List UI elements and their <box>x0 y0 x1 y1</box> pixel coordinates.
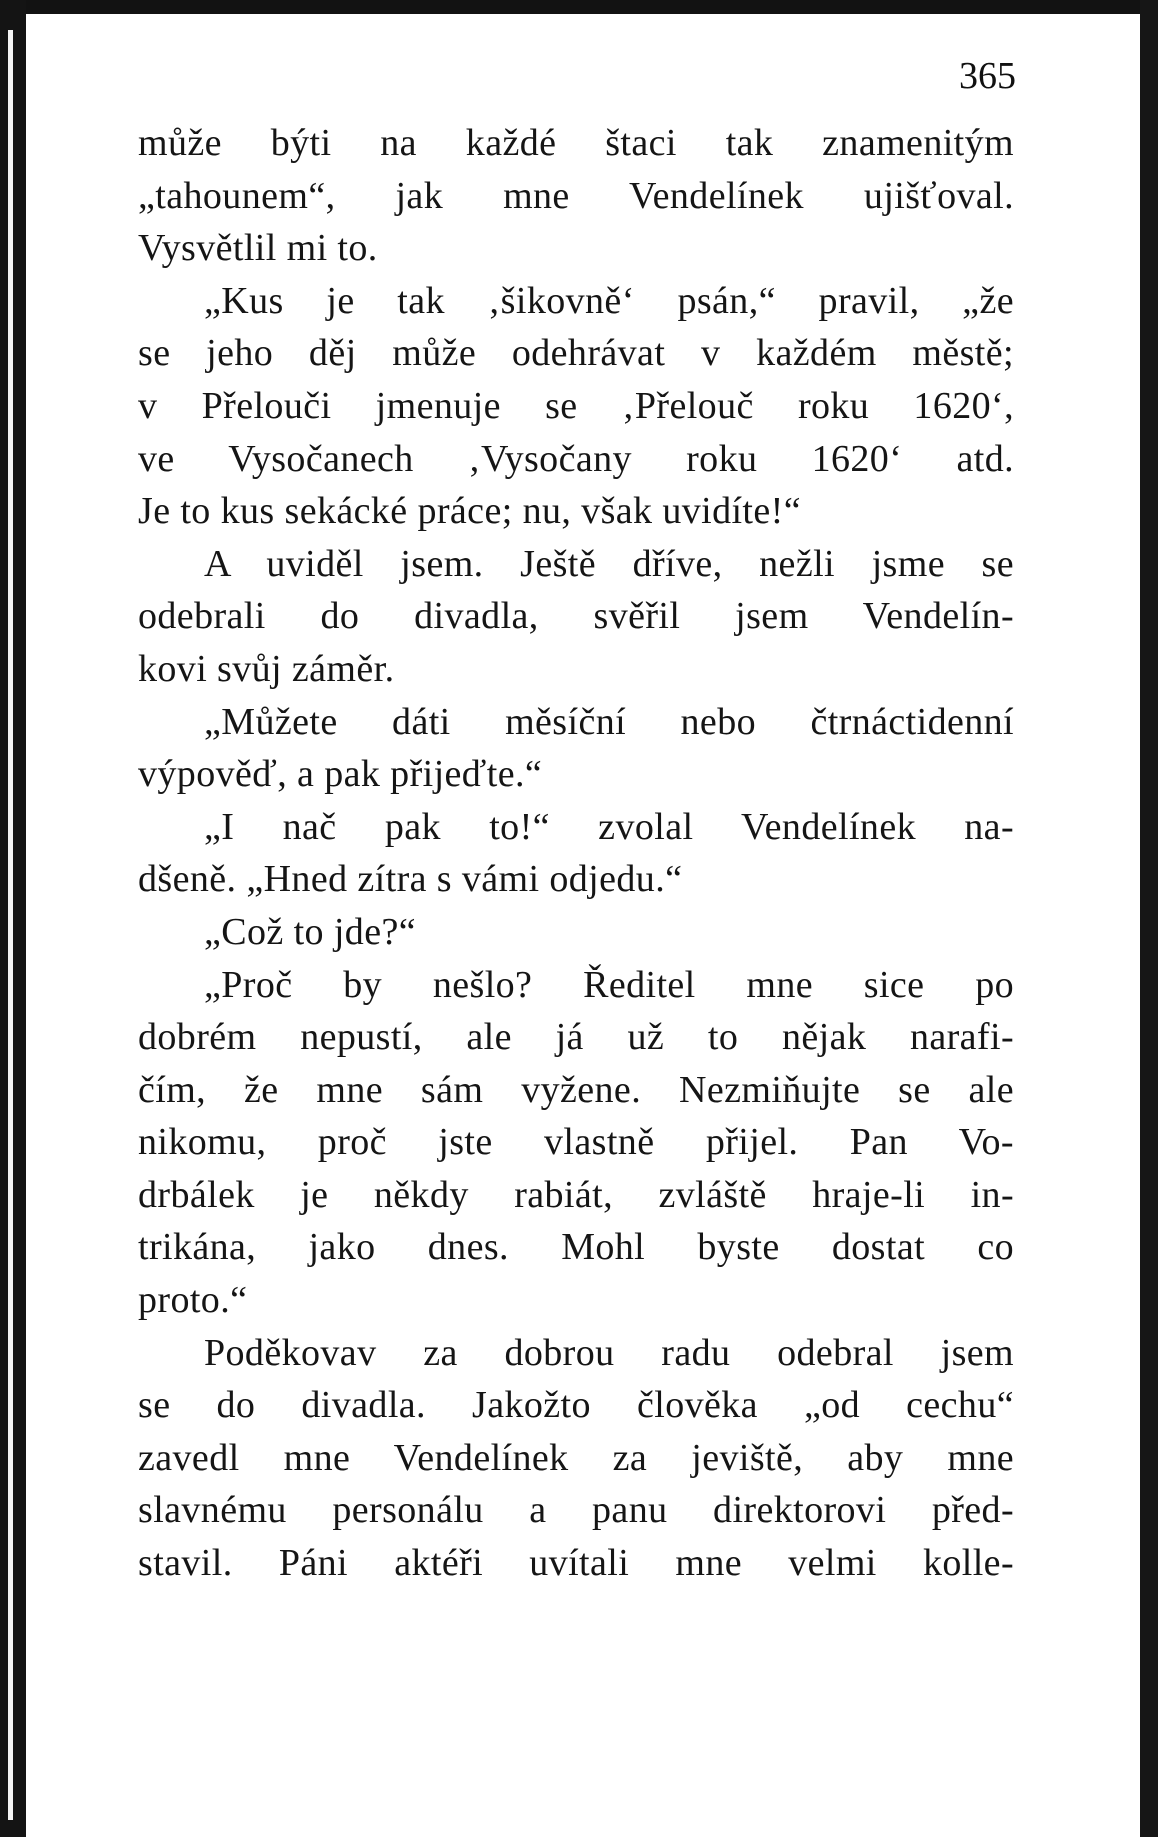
text-line: ve Vysočanech ‚Vysočany roku 1620‘ atd. <box>138 437 1014 480</box>
text-line: kovi svůj záměr. <box>138 647 395 690</box>
text-line: může býti na každé štaci tak znamenitým <box>138 122 1014 164</box>
text-line: nikomu, proč jste vlastně přijel. Pan Vo- <box>138 1121 1014 1164</box>
text-line: v Přelouči jmenuje se ‚Přelouč roku 1620‘, <box>138 384 1014 427</box>
text-line: dobrém nepustí, ale já už to nějak narafi- <box>138 1016 1014 1059</box>
text-line: „Kus je tak ‚šikovně‘ psán,“ pravil, „že <box>204 279 1014 322</box>
text-line: stavil. Páni aktéři uvítali mne velmi kolle- <box>138 1542 1014 1585</box>
text-line: Vysvětlil mi to. <box>138 227 378 270</box>
text-line: zavedl mne Vendelínek za jeviště, aby mne <box>138 1436 1014 1479</box>
text-line: Je to kus sekácké práce; nu, však uvidíte!“ <box>138 490 801 533</box>
text-line: „Proč by nešlo? Ředitel mne sice po <box>204 963 1014 1006</box>
text-line: „Můžete dáti měsíční nebo čtrnáctidenní <box>204 700 1014 743</box>
text-line: „I nač pak to!“ zvolal Vendelínek na- <box>204 805 1014 848</box>
text-line: Poděkovav za dobrou radu odebral jsem <box>204 1331 1014 1374</box>
text-line: slavnému personálu a panu direktorovi před- <box>138 1489 1014 1532</box>
text-line: A uviděl jsem. Ještě dříve, nežli jsme se <box>204 542 1014 585</box>
text-line: se jeho děj může odehrávat v každém městě; <box>138 332 1014 375</box>
text-line: čím, že mne sám vyžene. Nezmiňujte se ale <box>138 1068 1014 1111</box>
text-line: odebrali do divadla, svěřil jsem Vendelín- <box>138 595 1014 638</box>
text-line: dšeně. „Hned zítra s vámi odjedu.“ <box>138 858 683 901</box>
scan-top-border <box>0 0 1158 14</box>
text-line: „tahounem“, jak mne Vendelínek ujišťoval. <box>138 174 1014 217</box>
body-text <box>138 117 1014 1590</box>
text-line: „Což to jde?“ <box>204 910 416 953</box>
page-number: 365 <box>959 55 1016 97</box>
text-line: se do divadla. Jakožto člověka „od cechu“ <box>138 1384 1014 1427</box>
scan-left-border <box>0 0 26 1837</box>
text-line: proto.“ <box>138 1279 248 1322</box>
book-page <box>26 14 1140 1837</box>
scan-right-border <box>1140 0 1158 1837</box>
text-line: trikána, jako dnes. Mohl byste dostat co <box>138 1226 1014 1269</box>
text-line: drbálek je někdy rabiát, zvláště hraje-li in- <box>138 1173 1014 1216</box>
text-line: výpověď, a pak přijeďte.“ <box>138 753 543 796</box>
